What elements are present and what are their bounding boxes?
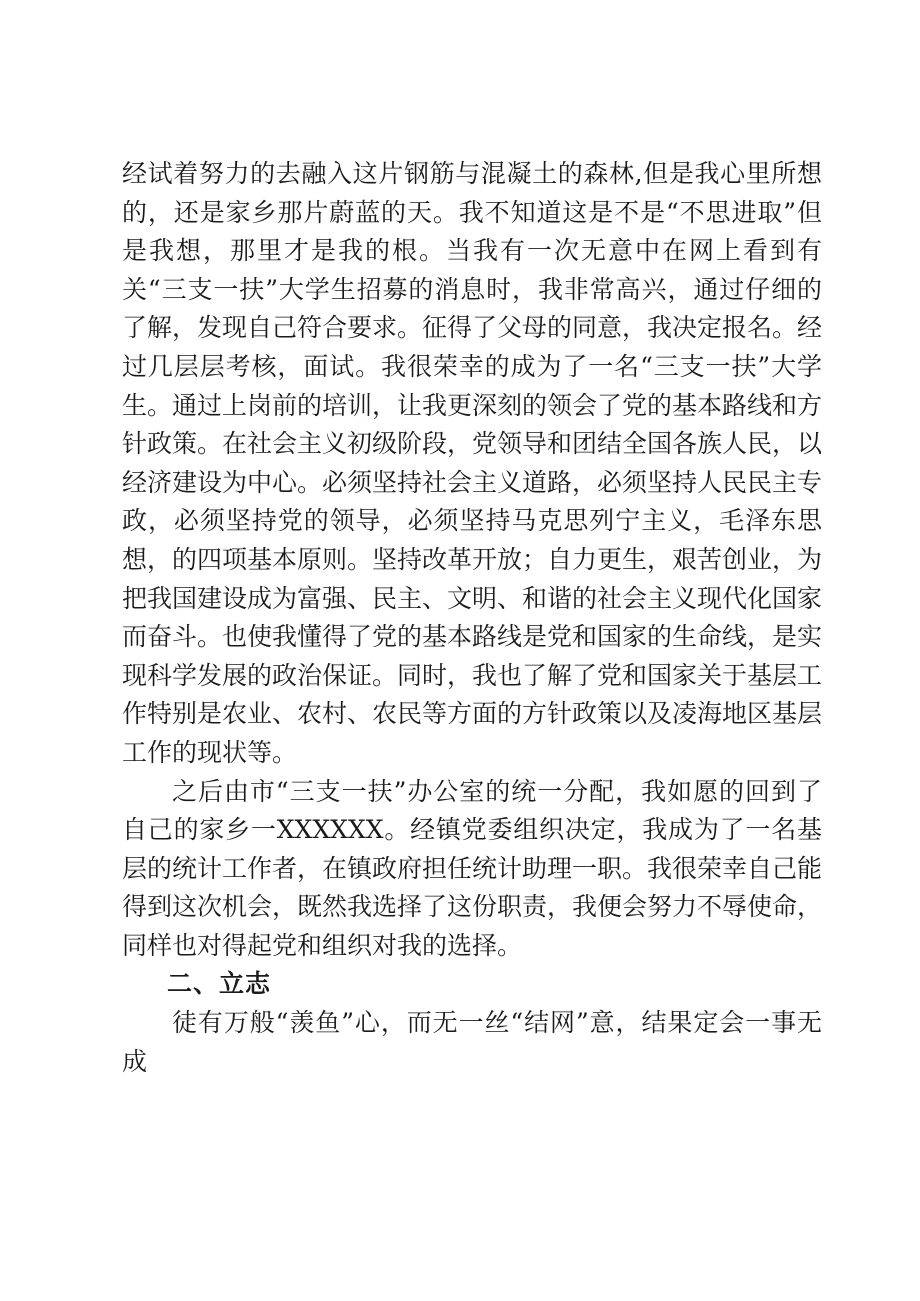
paragraph-continuation: 经试着努力的去融入这片钢筋与混凝土的森林,但是我心里所想的，还是家乡那片蔚蓝的天。我不知道这是不是“不思进取”但是我想，那里才是我的根。当我有一次无意中在网上看到有关“三支一扶”大学生招募的消息时，我非常高兴，通过仔细的了解，发现自己符合要求。征得了父母的同意，我决定报名。经过几层层考核，面试。我很荣幸的成为了一名“三支一扶”大学生。通过上岗前的培训，让我更深刻的领会了党的基本路线和方针政策。在社会主义初级阶段，党领导和团结全国各族人民，以经济建设为中心。必须坚持社会主义道路，必须坚持人民民主专政，必须坚持党的领导，必须坚持马克思列宁主义，毛泽东思想，的四项基本原则。坚持改革开放；自力更生，艰苦创业，为把我国建设成为富强、民主、文明、和谐的社会主义现代化国家而奋斗。也使我懂得了党的基本路线是党和国家的生命线，是实现科学发展的政治保证。同时，我也了解了党和国家关于基层工作特别是农业、农村、农民等方面的方针政策以及凌海地区基层工作的现状等。 bbox=[122, 159, 823, 767]
document-body bbox=[122, 155, 822, 1081]
paragraph-assignment: 之后由市“三支一扶”办公室的统一分配，我如愿的回到了自己的家乡一XXXXXX。经镇党委组织决定，我成为了一名基层的统计工作者，在镇政府担任统计助理一职。我很荣幸自己能得到这次机会，既然我选择了这份职责，我便会努力不辱使命，同样也对得起党和组织对我的选择。 bbox=[122, 776, 823, 960]
paragraph-section-start: 徒有万般“羡鱼”心，而无一丝“结网”意，结果定会一事无成 bbox=[122, 1008, 822, 1076]
section-heading: 二、立志 bbox=[167, 969, 272, 999]
